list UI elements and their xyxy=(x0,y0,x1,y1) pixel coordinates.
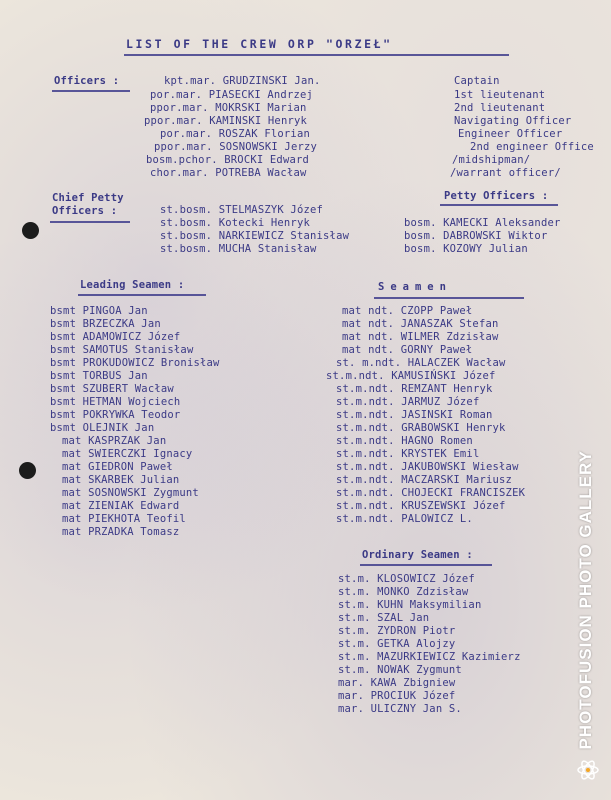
petty-officer: bosm. KOZOWY Julian xyxy=(404,243,528,255)
petty-officers-heading: Petty Officers : xyxy=(444,190,549,202)
officer-name: ppor.mar. KAMINSKI Henryk xyxy=(144,115,308,127)
atom-logo-icon xyxy=(576,758,600,782)
ordinary-seaman: mar. PROCIUK Józef xyxy=(338,690,456,702)
ordinary-seaman: mar. ULICZNY Jan S. xyxy=(338,703,462,715)
seaman: st.m.ndt. MACZARSKI Mariusz xyxy=(336,474,513,486)
seaman: st.m.ndt. KRUSZEWSKI Józef xyxy=(336,500,506,512)
leading-seaman: mat ZIENIAK Edward xyxy=(62,500,180,512)
seaman: st.m.ndt. CHOJECKI FRANCISZEK xyxy=(336,487,526,499)
document-title: LIST OF THE CREW ORP "ORZEŁ" xyxy=(126,37,393,51)
officer-name: por.mar. ROSZAK Florian xyxy=(160,128,310,140)
officers-underline xyxy=(52,90,130,92)
leading-seaman: mat KASPRZAK Jan xyxy=(62,435,167,447)
seaman: st.m.ndt. JARMUZ Józef xyxy=(336,396,480,408)
leading-seaman: mat PRZADKA Tomasz xyxy=(62,526,180,538)
officer-name: ppor.mar. MOKRSKI Marian xyxy=(150,102,307,114)
ordinary-seaman: st.m. NOWAK Zygmunt xyxy=(338,664,462,676)
seaman: mat ndt. JANASZAK Stefan xyxy=(342,318,499,330)
ordinary-seamen-heading: Ordinary Seamen : xyxy=(362,549,473,561)
petty-officer: bosm. DABROWSKI Wiktor xyxy=(404,230,548,242)
officer-rank: Captain xyxy=(454,75,500,87)
leading-seaman: mat GIEDRON Paweł xyxy=(62,461,173,473)
officer-rank: /midshipman/ xyxy=(452,154,531,166)
officer-name: por.mar. PIASECKI Andrzej xyxy=(150,89,314,101)
seaman: st.m.ndt. PALOWICZ L. xyxy=(336,513,473,525)
watermark-text: PHOTOFUSION PHOTO GALLERY xyxy=(576,450,595,750)
officer-rank: 2nd engineer Office xyxy=(470,141,594,153)
leading-seaman: bsmt OLEJNIK Jan xyxy=(50,422,155,434)
leading-seaman: mat SOSNOWSKI Zygmunt xyxy=(62,487,199,499)
ordinary-seaman: st.m. MONKO Zdzisław xyxy=(338,586,469,598)
leading-seaman: bsmt SZUBERT Wacław xyxy=(50,383,174,395)
leading-seaman: bsmt BRZECZKA Jan xyxy=(50,318,161,330)
chief-petty-officer: st.bosm. Kotecki Henryk xyxy=(160,217,310,229)
seaman: st. m.ndt. HALACZEK Wacław xyxy=(336,357,506,369)
ordinary-seaman: mar. KAWA Zbigniew xyxy=(338,677,456,689)
chief-petty-heading-line1: Chief Petty xyxy=(52,192,124,204)
leading-seaman: mat SWIERCZKI Ignacy xyxy=(62,448,193,460)
officers-heading: Officers : xyxy=(54,75,120,87)
officer-name: kpt.mar. GRUDZINSKI Jan. xyxy=(164,75,321,87)
leading-seaman: bsmt PINGOA Jan xyxy=(50,305,148,317)
chief-petty-officer: st.bosm. STELMASZYK Józef xyxy=(160,204,324,216)
leading-seaman: mat PIEKHOTA Teofil xyxy=(62,513,186,525)
ordinary-seaman: st.m. ZYDRON Piotr xyxy=(338,625,456,637)
seaman: st.m.ndt. JAKUBOWSKI Wiesław xyxy=(336,461,519,473)
seaman: mat ndt. WILMER Zdzisław xyxy=(342,331,499,343)
leading-seaman: mat SKARBEK Julian xyxy=(62,474,180,486)
petty-officer: bosm. KAMECKI Aleksander xyxy=(404,217,561,229)
punch-hole-bottom xyxy=(19,462,36,479)
leading-seaman: bsmt POKRYWKA Teodor xyxy=(50,409,181,421)
leading-seaman: bsmt PROKUDOWICZ Bronisław xyxy=(50,357,220,369)
chief-petty-underline xyxy=(50,221,130,223)
ordinary-seamen-underline xyxy=(360,564,492,566)
ordinary-seaman: st.m. KLOSOWICZ Józef xyxy=(338,573,475,585)
title-underline xyxy=(124,54,509,56)
chief-petty-officer: st.bosm. NARKIEWICZ Stanisław xyxy=(160,230,350,242)
ordinary-seaman: st.m. GETKA Alojzy xyxy=(338,638,456,650)
seaman: st.m.ndt. REMZANT Henryk xyxy=(336,383,493,395)
ordinary-seaman: st.m. KUHN Maksymilian xyxy=(338,599,482,611)
chief-petty-heading-line2: Officers : xyxy=(52,205,118,217)
seaman: st.m.ndt. GRABOWSKI Henryk xyxy=(336,422,506,434)
leading-seamen-heading: Leading Seamen : xyxy=(80,279,185,291)
leading-seaman: bsmt TORBUS Jan xyxy=(50,370,148,382)
leading-seaman: bsmt HETMAN Wojciech xyxy=(50,396,181,408)
ordinary-seaman: st.m. MAZURKIEWICZ Kazimierz xyxy=(338,651,521,663)
seaman: st.m.ndt. HAGNO Romen xyxy=(336,435,473,447)
leading-seamen-underline xyxy=(78,294,206,296)
officer-name: chor.mar. POTREBA Wacław xyxy=(150,167,307,179)
officer-rank: Engineer Officer xyxy=(458,128,563,140)
seaman: mat ndt. GORNY Paweł xyxy=(342,344,473,356)
seamen-underline xyxy=(374,297,524,299)
seamen-heading: Seamen xyxy=(378,281,452,293)
seaman: st.m.ndt. KAMUSIŃSKI Józef xyxy=(326,370,496,382)
officer-rank: 1st lieutenant xyxy=(454,89,546,101)
leading-seaman: bsmt ADAMOWICZ Józef xyxy=(50,331,181,343)
punch-hole-top xyxy=(22,222,39,239)
officer-rank: /warrant officer/ xyxy=(450,167,561,179)
officer-name: bosm.pchor. BROCKI Edward xyxy=(146,154,310,166)
officer-name: ppor.mar. SOSNOWSKI Jerzy xyxy=(154,141,318,153)
seaman: st.m.ndt. JASINSKI Roman xyxy=(336,409,493,421)
photofusion-watermark xyxy=(573,440,603,790)
officer-rank: 2nd lieutenant xyxy=(454,102,546,114)
petty-officers-underline xyxy=(440,204,558,206)
ordinary-seaman: st.m. SZAL Jan xyxy=(338,612,430,624)
chief-petty-officer: st.bosm. MUCHA Stanisław xyxy=(160,243,317,255)
officer-rank: Navigating Officer xyxy=(454,115,572,127)
seaman: st.m.ndt. KRYSTEK Emil xyxy=(336,448,480,460)
leading-seaman: bsmt SAMOTUS Stanisław xyxy=(50,344,194,356)
seaman: mat ndt. CZOPP Paweł xyxy=(342,305,473,317)
